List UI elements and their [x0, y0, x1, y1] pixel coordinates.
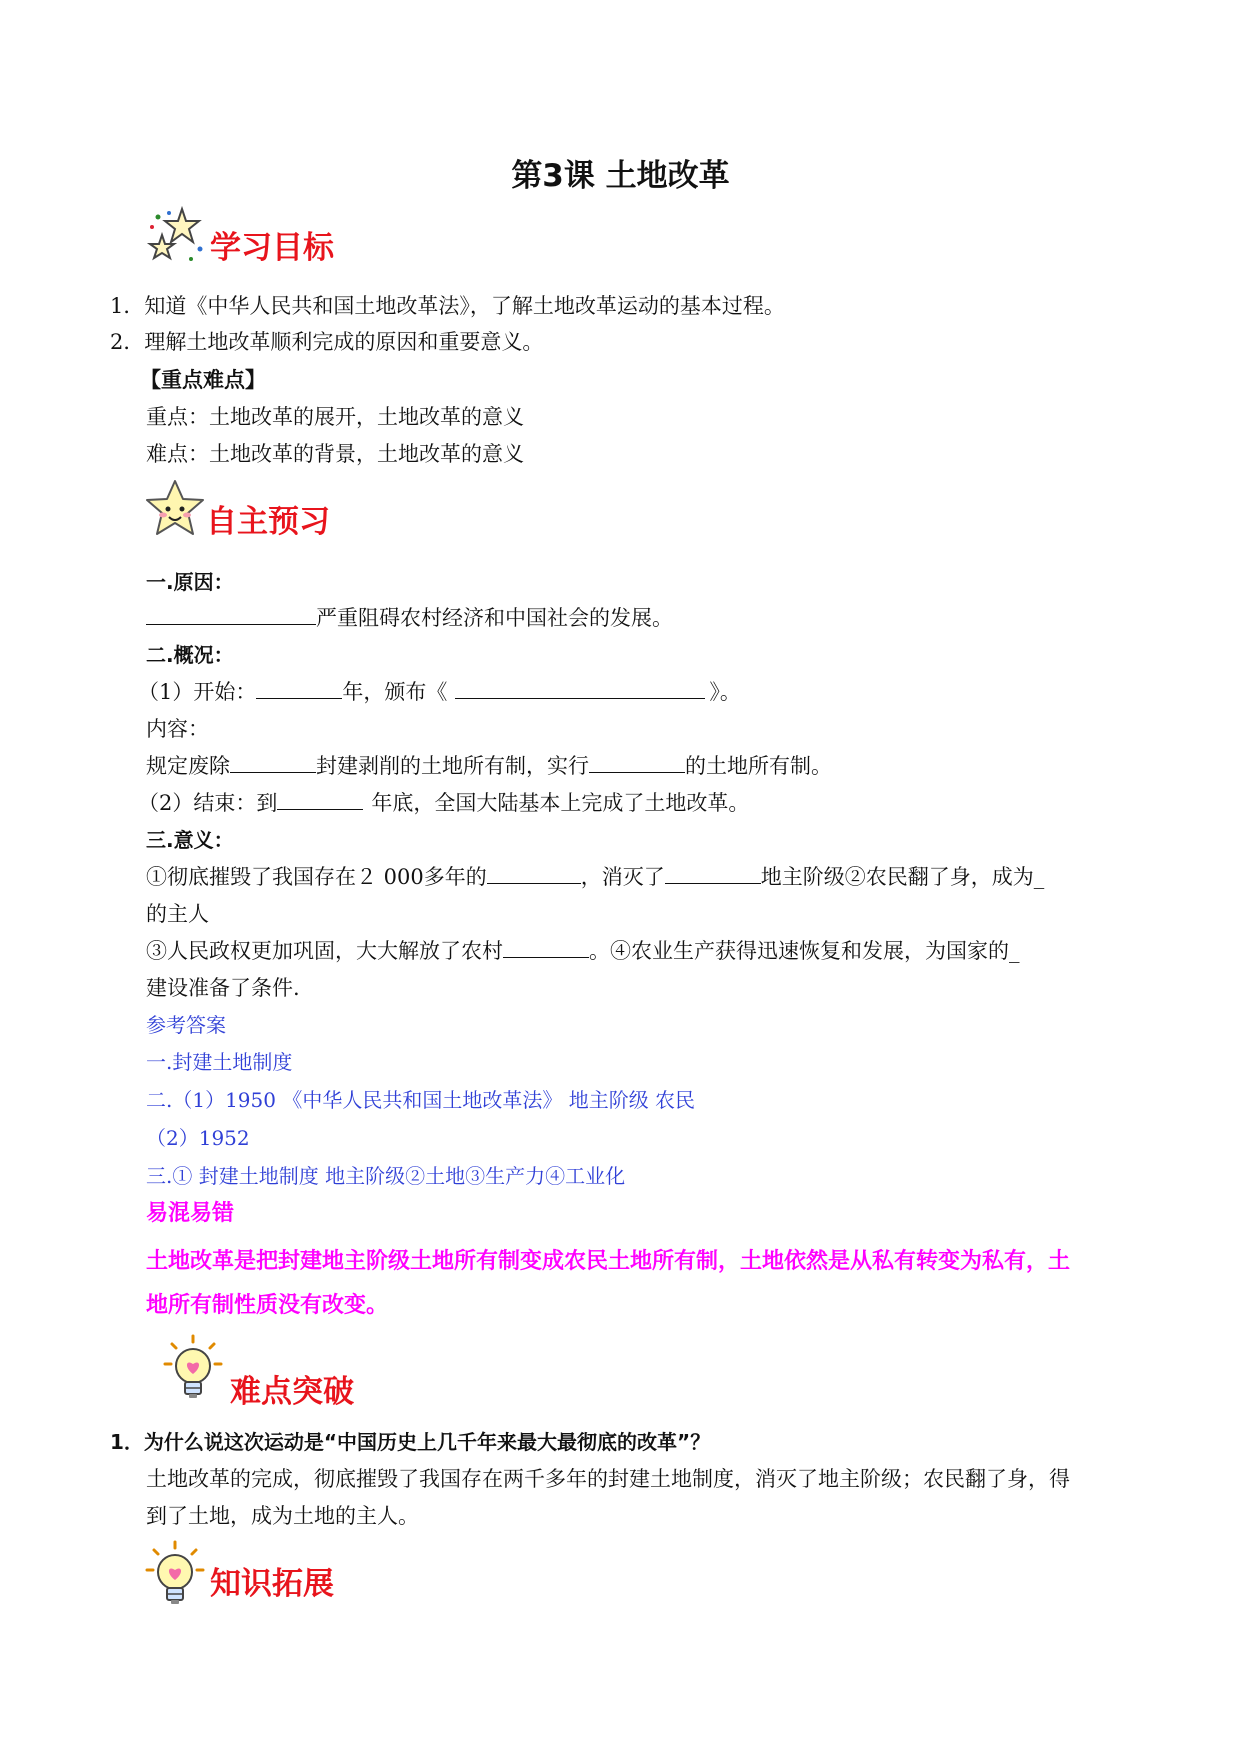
- answer-heading: 参考答案: [146, 1013, 226, 1037]
- preview-line-3a: [146, 863, 1044, 891]
- answer-line-4: 三.① 封建土地制度 地主阶级②土地③生产力④工业化: [146, 1164, 626, 1188]
- preview-line-3b: 的主人: [146, 902, 209, 926]
- fill-blank[interactable]: [487, 865, 581, 884]
- preview-line-3a-pre: ①彻底摧毁了我国存在２ 000多年的: [146, 865, 487, 889]
- stars-icon: [144, 205, 206, 265]
- fill-blank[interactable]: [277, 791, 363, 810]
- section-title-goals: 学习目标: [210, 230, 334, 266]
- confusion-heading: 易混易错: [146, 1201, 235, 1226]
- preview-line-2d: [138, 789, 749, 817]
- preview-line-3c-post: 。④农业生产获得迅速恢复和发展，为国家的_: [589, 939, 1020, 963]
- fill-blank[interactable]: [503, 939, 589, 958]
- fill-blank[interactable]: [665, 865, 761, 884]
- preview-line-2b: 内容：: [146, 717, 209, 741]
- preview-line-2a-mid: 年，颁布《: [342, 680, 448, 704]
- lightbulb-heart-icon: [144, 1540, 206, 1608]
- page-title: 第3课 土地改革: [511, 158, 730, 194]
- difficulty-answer-2: 到了土地，成为土地的主人。: [146, 1504, 419, 1528]
- fill-blank[interactable]: [256, 680, 342, 699]
- preview-line-2a-post: 》。: [709, 680, 741, 704]
- difficulty-question: 1．为什么说这次运动是“中国历史上几千年来最大最彻底的改革”？: [110, 1430, 711, 1454]
- preview-line-1: [146, 604, 673, 632]
- section-title-difficulty: 难点突破: [230, 1374, 354, 1410]
- hard-point: 难点：土地改革的背景，土地改革的意义: [146, 442, 524, 466]
- preview-line-2c-post: 的土地所有制。: [685, 754, 832, 778]
- preview-line-2c: [146, 752, 832, 780]
- lightbulb-heart-icon: [162, 1334, 224, 1402]
- preview-line-3c-pre: ③人民政权更加巩固，大大解放了农村: [146, 939, 503, 963]
- preview-heading-2: 二.概况：: [146, 643, 234, 667]
- smiling-star-icon: [144, 478, 206, 540]
- goal-item-1: 1．知道《中华人民共和国土地改革法》，了解土地改革运动的基本过程。: [110, 294, 785, 318]
- preview-line-2a-pre: （1）开始：: [138, 680, 257, 704]
- preview-heading-3: 三.意义：: [146, 828, 234, 852]
- difficulty-answer-1: 土地改革的完成，彻底摧毁了我国存在两千多年的封建土地制度，消灭了地主阶级；农民翻了身，得: [146, 1467, 1070, 1491]
- preview-line-2d-post: 年底，全国大陆基本上完成了土地改革。: [371, 791, 750, 815]
- section-title-extension: 知识拓展: [210, 1566, 334, 1602]
- preview-line-2c-pre: 规定废除: [146, 754, 230, 778]
- confusion-line-2: 地所有制性质没有改变。: [146, 1293, 389, 1318]
- fill-blank[interactable]: [230, 754, 316, 773]
- answer-line-1: 一.封建土地制度: [146, 1050, 293, 1074]
- answer-line-3: （2）1952: [146, 1126, 250, 1150]
- fill-blank[interactable]: [146, 606, 316, 625]
- key-point: 重点：土地改革的展开，土地改革的意义: [146, 405, 524, 429]
- preview-line-3a-mid: ，消灭了: [580, 865, 665, 889]
- goal-item-2: 2．理解土地改革顺利完成的原因和重要意义。: [110, 330, 544, 354]
- preview-heading-1: 一.原因：: [146, 570, 234, 594]
- fill-blank[interactable]: [589, 754, 685, 773]
- confusion-line-1: 土地改革是把封建地主阶级土地所有制变成农民土地所有制，土地依然是从私有转变为私有，土: [146, 1249, 1071, 1274]
- preview-line-1-text: 严重阻碍农村经济和中国社会的发展。: [316, 606, 673, 630]
- preview-line-3c: [146, 937, 1020, 965]
- preview-line-3a-post: 地主阶级②农民翻了身，成为_: [760, 865, 1045, 889]
- answer-line-2: 二.（1）1950 《中华人民共和国土地改革法》 地主阶级 农民: [146, 1088, 696, 1112]
- key-points-heading: 【重点难点】: [140, 368, 266, 392]
- section-title-preview: 自主预习: [206, 504, 330, 540]
- fill-blank[interactable]: [455, 680, 705, 699]
- preview-line-2c-mid: 封建剥削的土地所有制，实行: [316, 754, 589, 778]
- preview-line-3d: 建设准备了条件.: [146, 976, 300, 1000]
- preview-line-2d-pre: （2）结束：到: [138, 791, 278, 815]
- preview-line-2a: [138, 678, 741, 706]
